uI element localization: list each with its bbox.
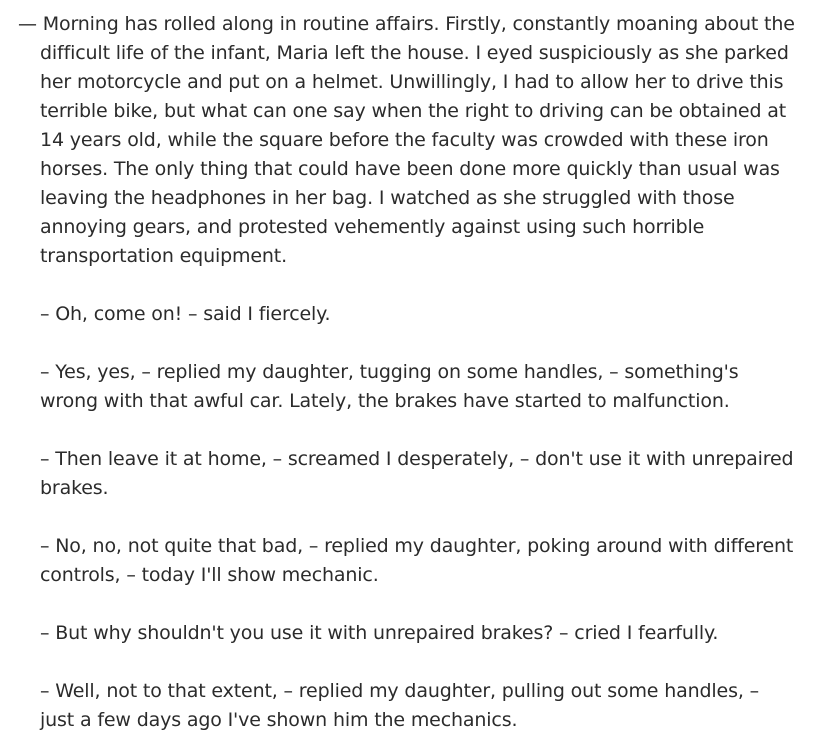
paragraph-narration: — Morning has rolled along in routine affairs. Firstly, constantly moaning about the difficult life of the infant, Maria left the house. I eyed suspiciously as she parked her motorcycle and put on a helmet. Unwillingly, I had to allow her to drive this terrible bike, but what can one say when the right to driving can be obtained at 14 years old, while the square before the faculty was crowded with these iron horses. The only thing that could have been done more quickly than usual was leaving the headphones in her bag. I watched as she struggled with those annoying gears, and protested vehemently against using such horrible transportation equipment. (18, 13, 795, 267)
paragraph-dialogue-3: – Then leave it at home, – screamed I desperately, – don't use it with unrepaired brakes. (40, 448, 794, 499)
paragraph-dialogue-2: – Yes, yes, – replied my daughter, tugging on some handles, – something's wrong with that awful car. Lately, the brakes have started to malfunction. (40, 361, 739, 412)
paragraph-dialogue-6: – Well, not to that extent, – replied my daughter, pulling out some handles, – just a few days ago I've shown him the mechanics. (40, 680, 759, 731)
paragraph-dialogue-5: – But why shouldn't you use it with unrepaired brakes? – cried I fearfully. (40, 622, 719, 644)
paragraph-dialogue-1: – Oh, come on! – said I fiercely. (40, 303, 331, 325)
paragraph-dialogue-4: – No, no, not quite that bad, – replied my daughter, poking around with different controls, – today I'll show mechanic. (40, 535, 794, 586)
